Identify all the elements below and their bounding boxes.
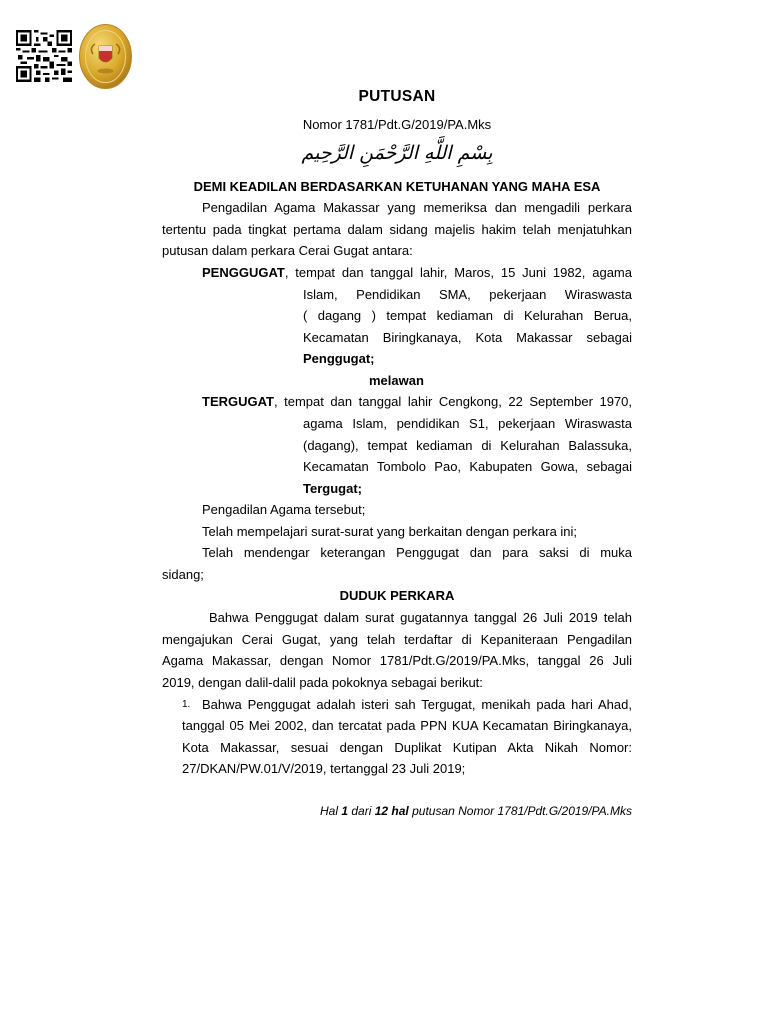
footer-hal: Hal [320,804,342,818]
list-item-line-1: Bahwa Penggugat adalah isteri sah Tergugat, menikah pada hari Ahad, [202,697,632,712]
penggugat-label: PENGGUGAT [202,265,285,280]
intro-line-1: Pengadilan Agama Makassar yang memeriksa dan mengadili perkara [202,200,632,215]
penggugat-first-line [202,265,632,281]
footer-dari: dari [348,804,375,818]
list-item-line-4: 27/DKAN/PW.01/V/2019, tertanggal 23 Juli 2019; [182,761,466,776]
body-line-3: Telah mendengar keterangan Penggugat dan para saksi di muka [202,545,632,560]
penggugat-line-2: ( dagang ) tempat kediaman di Kelurahan Berua, [303,308,632,323]
body-line-1: Pengadilan Agama tersebut; [202,502,366,517]
tergugat-first-text: , tempat dan tanggal lahir Cengkong, 22 September 1970, [273,394,632,409]
demi-keadilan-heading: DEMI KEADILAN BERDASARKAN KETUHANAN YANG MAHA ESA [193,179,601,194]
penggugat-role: Penggugat; [303,351,375,366]
penggugat-first-text: , tempat dan tanggal lahir, Maros, 15 Juni 1982, agama [284,265,632,280]
document-title: PUTUSAN [358,88,436,105]
list-item-number: 1. [182,699,191,710]
tergugat-first-line [202,394,632,410]
list-item-line-2: tanggal 05 Mei 2002, dan tercatat pada PPN KUA Kecamatan Biringkanaya, [182,718,632,733]
body-line-2: Telah mempelajari surat-surat yang berkaitan dengan perkara ini; [202,524,578,539]
court-emblem-icon [79,24,132,89]
duduk-line-4: 2019, dengan dalil-dalil pada pokoknya sebagai berikut: [162,675,483,690]
footer-page-number: 1 [341,804,349,818]
intro-line-3: putusan dalam perkara Cerai Gugat antara: [162,243,413,258]
footer-case-ref: putusan Nomor 1781/Pdt.G/2019/PA.Mks [408,804,632,818]
duduk-perkara-heading: DUDUK PERKARA [339,588,455,603]
penggugat-line-3: Kecamatan Biringkanaya, Kota Makassar sebagai [303,330,632,345]
melawan-label: melawan [369,373,424,388]
tergugat-line-2: (dagang), tempat kediaman di Kelurahan Balassuka, [303,438,632,453]
list-item-line-3: Kota Makassar, sesuai dengan Duplikat Kutipan Akta Nikah Nomor: [182,740,632,755]
tergugat-line-3: Kecamatan Tombolo Pao, Kabupaten Gowa, sebagai [303,459,632,474]
basmalah-calligraphy [0,136,768,170]
case-number: Nomor 1781/Pdt.G/2019/PA.Mks [302,117,492,132]
page-footer [162,803,632,819]
duduk-line-3: Agama Makassar, dengan Nomor 1781/Pdt.G/2019/PA.Mks, tanggal 26 Juli [162,653,632,668]
qr-code-icon [16,30,72,82]
tergugat-role: Tergugat; [303,481,362,496]
intro-line-2: tertentu pada tingkat pertama dalam sidang majelis hakim telah menjatuhkan [162,222,632,237]
footer-total-pages: 12 hal [374,804,409,818]
penggugat-line-1: Islam, Pendidikan SMA, pekerjaan Wiraswasta [303,287,632,302]
basmalah-text: بِسْمِ اللَّهِ الرَّحْمَنِ الرَّحِيم [301,142,493,164]
body-line-4: sidang; [162,567,204,582]
tergugat-line-1: agama Islam, pendidikan S1, pekerjaan Wiraswasta [303,416,632,431]
duduk-line-1: Bahwa Penggugat dalam surat gugatannya tanggal 26 Juli 2019 telah [209,610,632,625]
tergugat-label: TERGUGAT [202,394,274,409]
duduk-line-2: mengajukan Cerai Gugat, yang telah terdaftar di Kepaniteraan Pengadilan [162,632,632,647]
